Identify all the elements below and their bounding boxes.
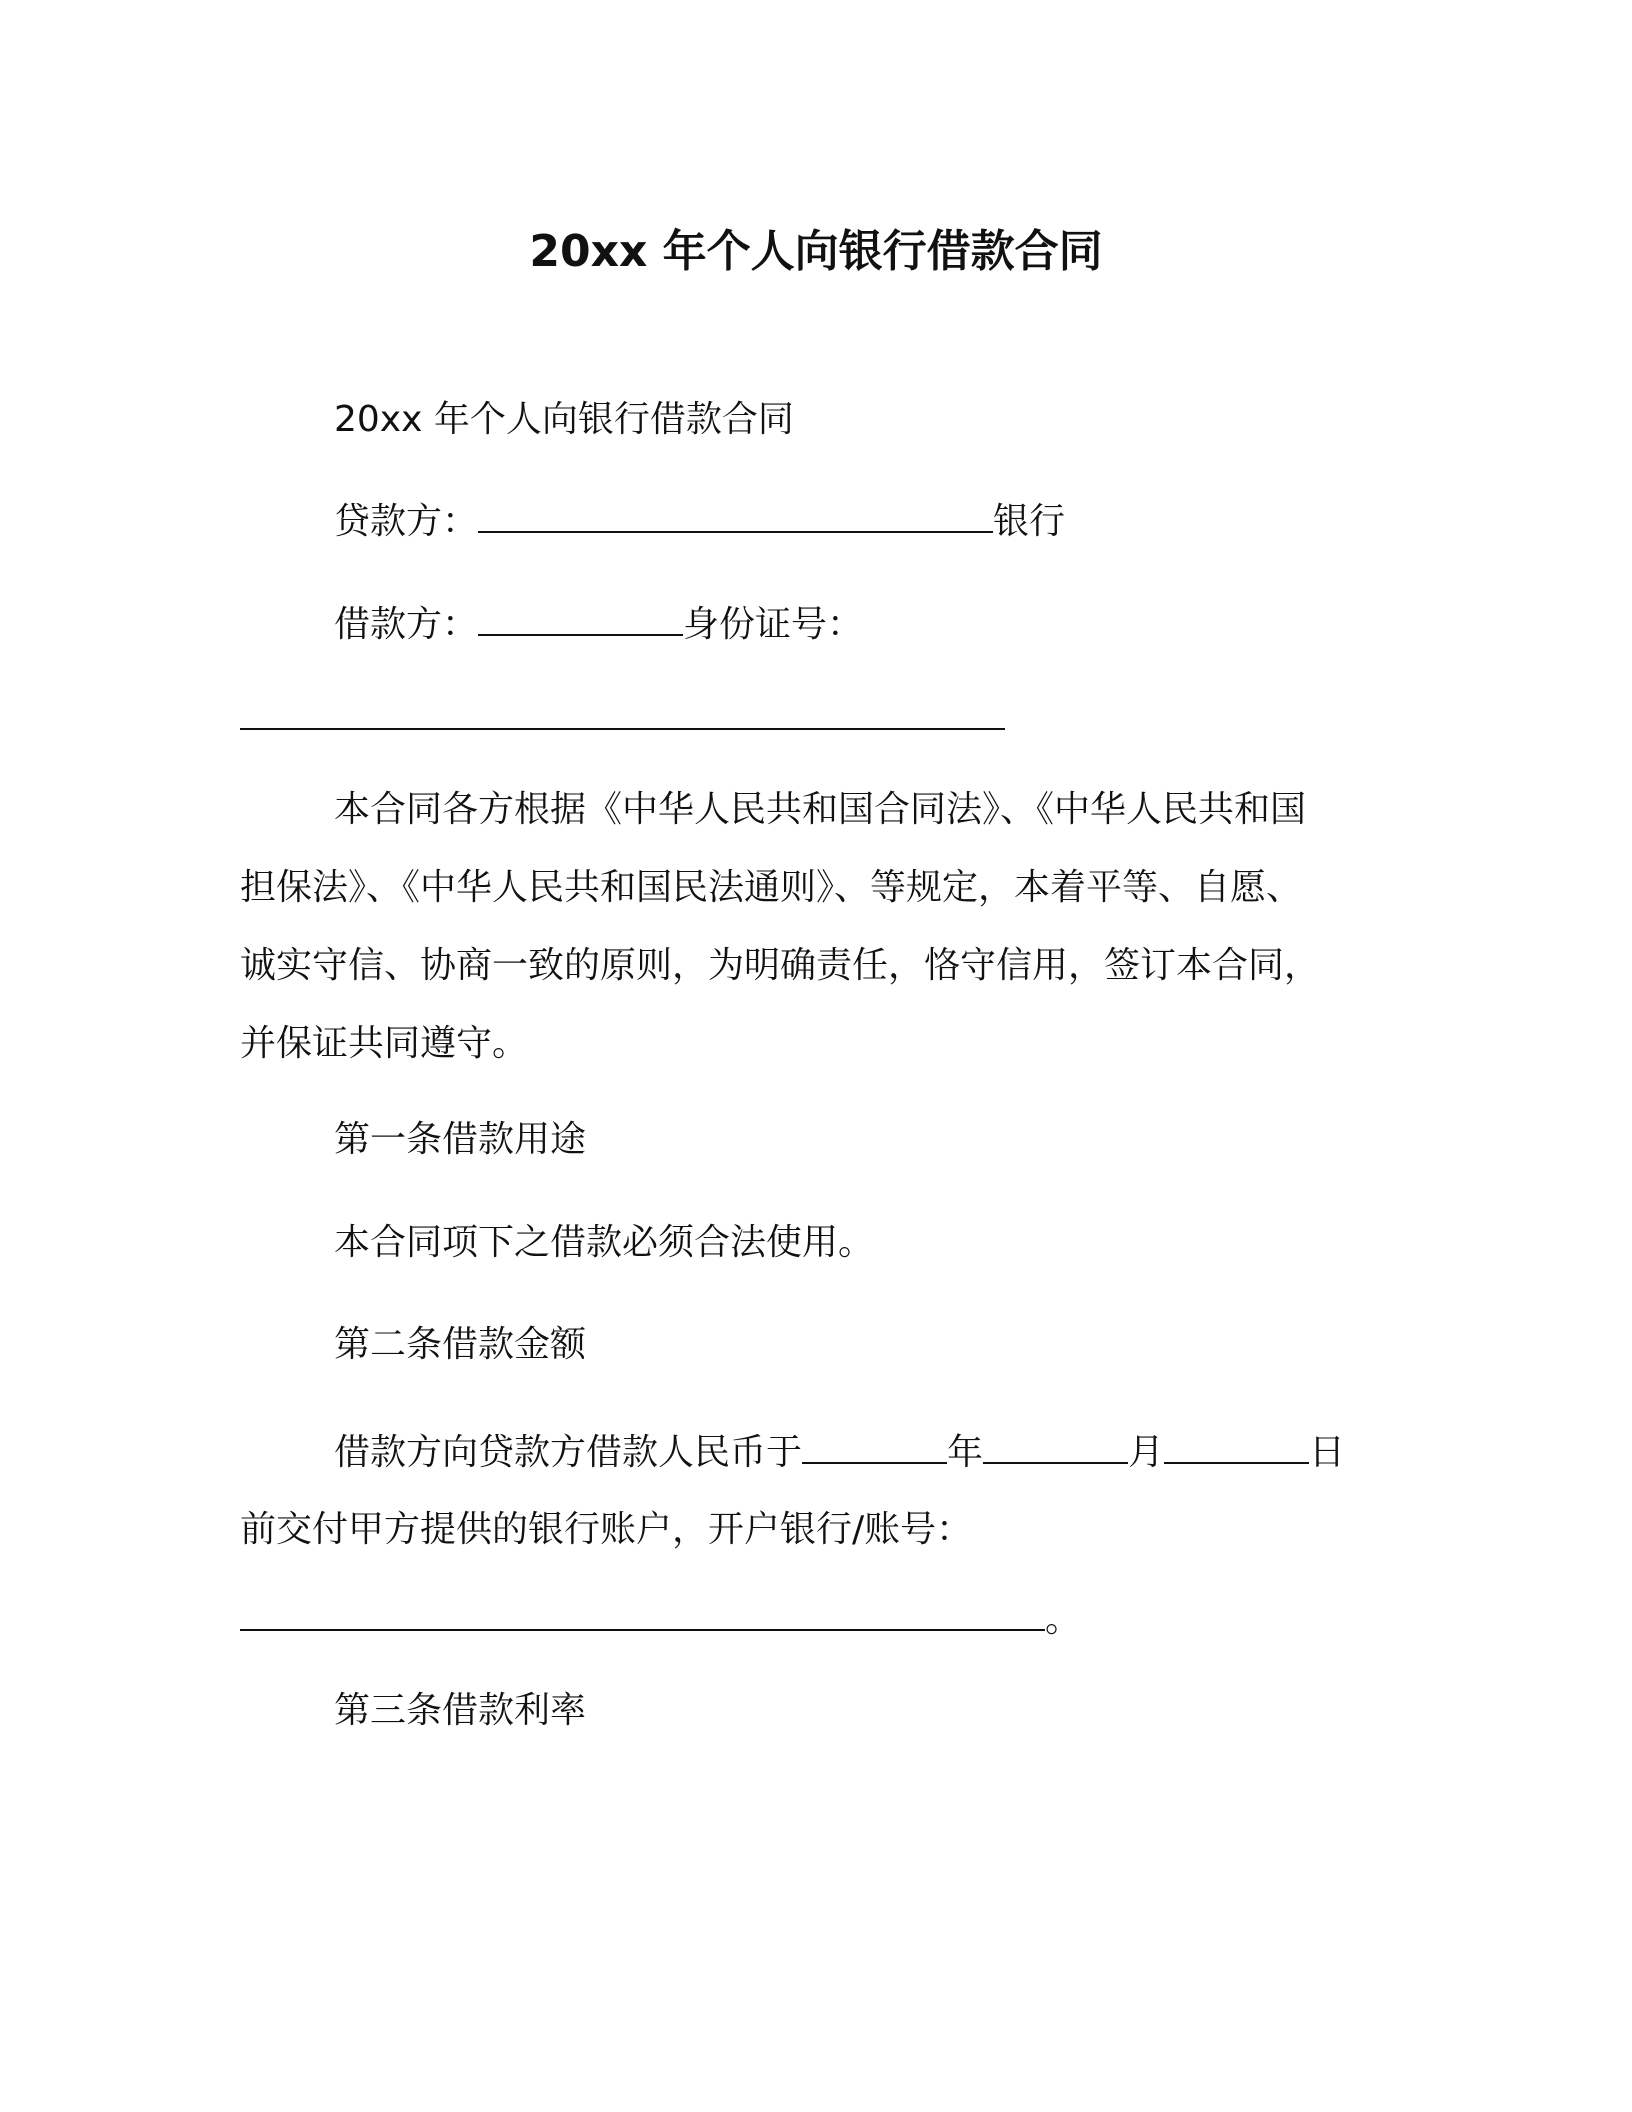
day-label: 日 [1309, 1432, 1346, 1473]
intro-line-3: 诚实守信、协商一致的原则，为明确责任，恪守信用，签订本合同， [240, 945, 1321, 986]
borrower-label: 借款方： [334, 604, 479, 645]
borrower-name-blank [478, 602, 683, 636]
intro-paragraph [240, 771, 1390, 1083]
article-3-heading: 第三条借款利率 [334, 1690, 587, 1731]
borrower-id-blank [240, 696, 1005, 730]
lender-line [334, 497, 1065, 547]
article-2-line-3 [240, 1595, 1081, 1645]
account-blank [240, 1597, 1045, 1631]
intro-line-1: 本合同各方根据《中华人民共和国合同法》、《中华人民共和国 [334, 789, 1307, 830]
borrower-line [334, 600, 863, 650]
month-label: 月 [1128, 1432, 1165, 1473]
article-2-line-2: 前交付甲方提供的银行账户，开户银行/账号： [240, 1509, 973, 1550]
month-blank [983, 1430, 1128, 1464]
lender-suffix: 银行 [993, 501, 1066, 542]
day-blank [1164, 1430, 1309, 1464]
article-2-line-1 [334, 1428, 1345, 1478]
borrower-id-label: 身份证号： [683, 604, 864, 645]
article-1-text: 本合同项下之借款必须合法使用。 [334, 1222, 875, 1263]
lender-label: 贷款方： [334, 501, 479, 542]
article-2-text: 借款方向贷款方借款人民币于 [334, 1432, 803, 1473]
year-label: 年 [947, 1432, 984, 1473]
lender-blank [478, 499, 993, 533]
intro-line-4: 并保证共同遵守。 [240, 1023, 529, 1064]
year-blank [802, 1430, 947, 1464]
article-2-heading: 第二条借款金额 [334, 1324, 587, 1365]
document-title: 20xx 年个人向银行借款合同 [529, 226, 1103, 277]
article-1-heading: 第一条借款用途 [334, 1119, 587, 1160]
intro-line-2: 担保法》、《中华人民共和国民法通则》、等规定，本着平等、自愿、 [240, 867, 1303, 908]
article-2-end-mark: 。 [1045, 1599, 1082, 1640]
document-subtitle: 20xx 年个人向银行借款合同 [334, 399, 794, 440]
borrower-id-line [240, 694, 1005, 744]
